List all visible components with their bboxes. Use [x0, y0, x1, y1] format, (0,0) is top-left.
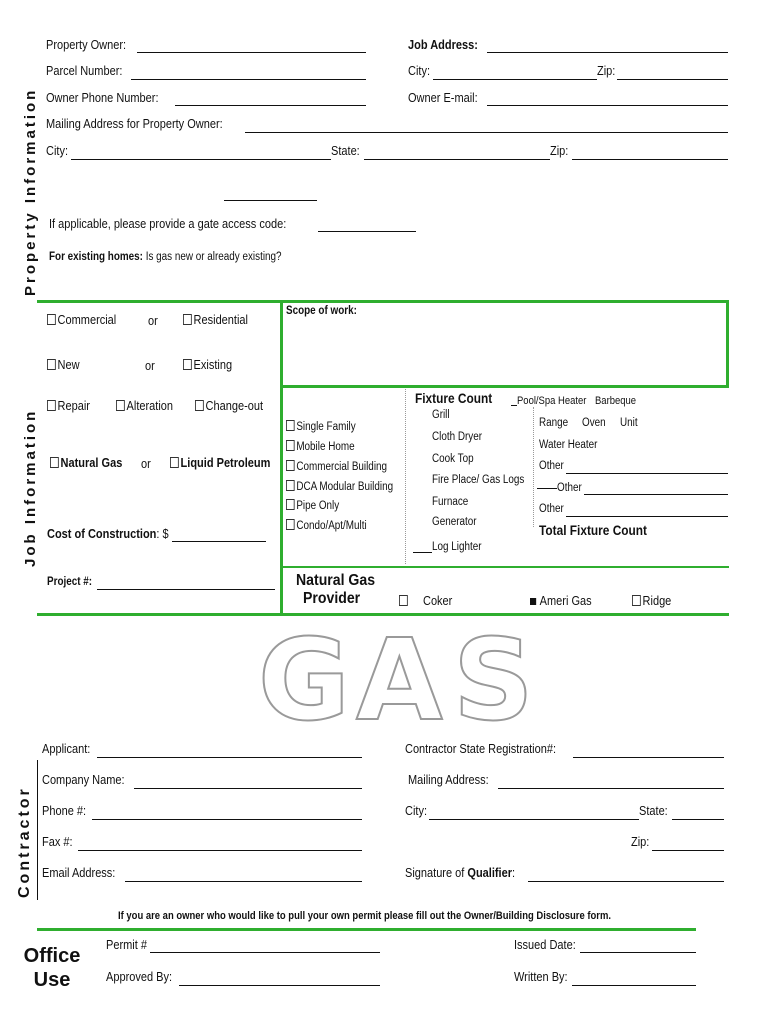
ameri-gas-selected-mark [530, 598, 536, 605]
project-number-field[interactable] [97, 589, 275, 590]
other-2-field[interactable] [584, 494, 728, 495]
fixture-furnace: Furnace [432, 496, 469, 508]
or-text: or [145, 359, 155, 373]
scope-of-work-label: Scope of work: [286, 305, 357, 317]
property-owner-label: Property Owner: [46, 38, 127, 52]
issued-date-label: Issued Date: [514, 938, 576, 952]
contractor-city-field[interactable] [429, 819, 639, 820]
job-zip-field[interactable] [617, 79, 728, 80]
fixture-unit: Unit [620, 417, 638, 429]
fixture-oven: Oven [582, 417, 606, 429]
project-number-label: Project #: [47, 576, 93, 588]
cost-of-construction-field[interactable] [172, 541, 266, 542]
watermark-g: G [258, 616, 350, 746]
cost-of-construction-label: Cost of Construction: $ [47, 527, 169, 541]
existing-homes-bold: For existing homes: [49, 251, 143, 263]
email-address-label: Email Address: [42, 866, 116, 880]
log-lighter-field[interactable] [413, 552, 432, 553]
contractor-side-rule [37, 760, 38, 900]
fixture-log-lighter: Log Lighter [432, 541, 482, 553]
section-label-job: Job Information [22, 408, 39, 567]
alteration-checkbox[interactable]: Alteration [116, 399, 173, 413]
repair-checkbox[interactable]: Repair [47, 399, 90, 413]
job-address-label: Job Address: [408, 38, 478, 52]
owner-state-field[interactable] [364, 159, 550, 160]
fixture-cook-top: Cook Top [432, 453, 474, 465]
permit-number-field[interactable] [150, 952, 380, 953]
watermark-s: S [453, 616, 534, 746]
commercial-checkbox[interactable]: Commercial [47, 313, 116, 327]
contractor-city-label: City: [405, 804, 427, 818]
owner-disclosure-notice: If you are an owner who would like to pull your own permit please fill out the Owner/Building Disclosure form. [118, 910, 612, 922]
fixture-divider-right [533, 407, 534, 527]
divider-office [37, 928, 696, 931]
fixture-bottom-rule [281, 566, 729, 568]
provider-ridge-checkbox[interactable]: Ridge [632, 594, 671, 608]
phone-field[interactable] [92, 819, 362, 820]
email-address-field[interactable] [125, 881, 362, 882]
job-city-label: City: [408, 64, 430, 78]
contractor-mailing-label: Mailing Address: [408, 773, 489, 787]
existing-homes-rest: Is gas new or already existing? [142, 251, 282, 263]
permit-number-label: Permit # [106, 938, 147, 952]
approved-by-label: Approved By: [106, 970, 173, 984]
watermark-a: A [356, 616, 443, 746]
fixture-cloth-dryer: Cloth Dryer [432, 431, 483, 443]
mailing-address-label: Mailing Address for Property Owner: [46, 117, 223, 131]
liquid-petroleum-checkbox[interactable]: Liquid Petroleum [170, 456, 270, 470]
applicant-label: Applicant: [42, 742, 91, 756]
section-label-property: Property Information [22, 87, 39, 296]
state-registration-field[interactable] [573, 757, 724, 758]
owner-city-label: City: [46, 144, 68, 158]
fixture-fire-place: Fire Place/ Gas Logs [432, 474, 525, 486]
building-type-commercial[interactable]: Commercial Building [286, 460, 387, 473]
parcel-number-field[interactable] [131, 79, 366, 80]
job-right-border [726, 301, 729, 388]
company-name-field[interactable] [134, 788, 362, 789]
new-checkbox[interactable]: New [47, 358, 80, 372]
job-zip-label: Zip: [597, 64, 616, 78]
contractor-zip-label: Zip: [631, 835, 650, 849]
office-use-line1: Office [23, 945, 81, 967]
gas-provider-line2: Provider [303, 590, 361, 607]
owner-phone-label: Owner Phone Number: [46, 91, 159, 105]
applicant-field[interactable] [97, 757, 362, 758]
fax-label: Fax #: [42, 835, 73, 849]
divider-property-job [37, 300, 729, 303]
fixture-grill: Grill [432, 409, 450, 421]
company-name-label: Company Name: [42, 773, 125, 787]
gas-provider-label [296, 572, 375, 608]
other-2-pre-field[interactable] [537, 488, 557, 489]
fax-field[interactable] [78, 850, 362, 851]
gate-code-field[interactable] [318, 231, 416, 232]
fixture-other-3: Other [539, 503, 564, 515]
phone-label: Phone #: [42, 804, 87, 818]
building-type-dca-modular[interactable]: DCA Modular Building [286, 480, 393, 493]
parcel-number-label: Parcel Number: [46, 64, 123, 78]
issued-date-field[interactable] [580, 952, 696, 953]
residential-checkbox[interactable]: Residential [183, 313, 248, 327]
section-label-contractor: Contractor [16, 786, 33, 898]
contractor-state-field[interactable] [672, 819, 724, 820]
pool-heater-label: Pool/Spa Heater [517, 395, 587, 407]
fixture-other-2: Other [557, 482, 582, 494]
building-type-single-family[interactable]: Single Family [286, 420, 356, 433]
owner-email-label: Owner E-mail: [408, 91, 478, 105]
fixture-range: Range [539, 417, 569, 429]
owner-email-field[interactable] [487, 105, 728, 106]
owner-zip-label: Zip: [550, 144, 569, 158]
other-1-field[interactable] [566, 473, 728, 474]
provider-ameri-gas[interactable]: Ameri Gas [530, 594, 592, 608]
state-registration-label: Contractor State Registration#: [405, 742, 557, 756]
property-owner-field[interactable] [137, 52, 366, 53]
provider-coker-label: Coker [423, 594, 453, 608]
owner-phone-field[interactable] [175, 105, 366, 106]
job-address-field[interactable] [487, 52, 728, 53]
qualifier-signature-field[interactable] [528, 881, 724, 882]
fixture-water-heater: Water Heater [539, 439, 598, 451]
fixture-count-title: Fixture Count [415, 391, 493, 406]
change-out-checkbox[interactable]: Change-out [195, 399, 263, 413]
gas-provider-line1: Natural Gas [296, 572, 376, 589]
other-3-field[interactable] [566, 516, 728, 517]
or-text: or [141, 457, 151, 471]
provider-coker-checkbox[interactable] [399, 594, 410, 608]
contractor-zip-field[interactable] [652, 850, 724, 851]
office-use-line2: Use [33, 969, 71, 991]
natural-gas-checkbox[interactable]: Natural Gas [50, 456, 122, 470]
building-type-pipe-only[interactable]: Pipe Only [286, 499, 339, 512]
or-text: or [148, 314, 158, 328]
scope-bottom-rule [281, 385, 729, 388]
office-use-label [14, 944, 90, 992]
gate-code-label: If applicable, please provide a gate access code: [49, 217, 287, 231]
fixture-other-1: Other [539, 460, 564, 472]
owner-state-label: State: [331, 144, 360, 158]
fixture-divider-left [405, 389, 406, 564]
existing-homes-question [49, 251, 282, 263]
contractor-state-label: State: [639, 804, 668, 818]
written-by-field[interactable] [572, 985, 696, 986]
barbeque-label: Barbeque [595, 395, 637, 407]
mailing-address-field[interactable] [245, 132, 728, 133]
building-type-mobile-home[interactable]: Mobile Home [286, 440, 355, 453]
existing-checkbox[interactable]: Existing [183, 358, 232, 372]
approved-by-field[interactable] [179, 985, 380, 986]
owner-city-field[interactable] [71, 159, 331, 160]
written-by-label: Written By: [514, 970, 568, 984]
owner-zip-field[interactable] [572, 159, 728, 160]
qualifier-signature-label: Signature of Qualifier: [405, 866, 516, 880]
total-fixture-count-label: Total Fixture Count [539, 523, 648, 538]
job-city-field[interactable] [433, 79, 597, 80]
blank-line [224, 200, 317, 201]
contractor-mailing-field[interactable] [498, 788, 724, 789]
fixture-generator: Generator [432, 516, 477, 528]
building-type-condo[interactable]: Condo/Apt/Multi [286, 519, 367, 532]
